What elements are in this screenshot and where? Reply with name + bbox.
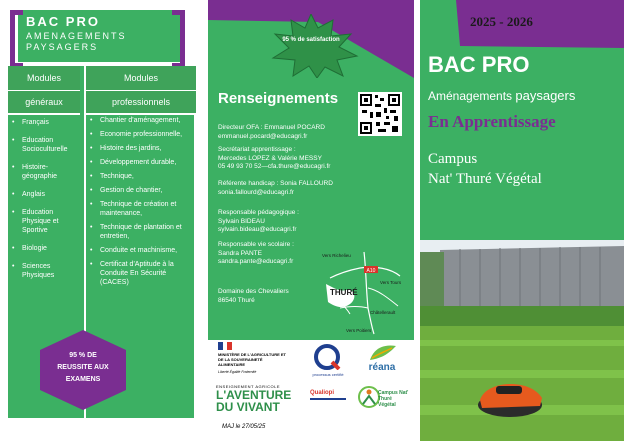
secretariat-names: Mercedes LOPEZ & Valérie MESSY xyxy=(218,154,322,162)
qr-code-icon[interactable] xyxy=(358,92,402,136)
campus-photo xyxy=(420,240,624,441)
list-item: • Sciences Physiques xyxy=(12,262,78,280)
qualiopi-underline xyxy=(310,398,346,400)
address-line-1: Domaine des Chevaliers xyxy=(218,288,289,295)
panel-modules xyxy=(0,0,200,441)
ministry-name: MINISTÈRE DE L'AGRICULTURE ET DE LA SOUVERAINETÉ ALIMENTAIRE xyxy=(218,352,286,367)
cover-subtitle-part-2: paysagers xyxy=(515,88,576,103)
map-north-label: Vers Richelieu xyxy=(322,253,351,258)
pedagogic-block xyxy=(218,209,299,235)
general-header-1: Modules xyxy=(8,66,80,91)
school-life-email[interactable]: sandra.pante@educagri.fr xyxy=(218,258,294,265)
right-bracket xyxy=(172,10,185,68)
contacts-heading: Renseignements xyxy=(218,90,339,107)
list-item: • Conduite et machinisme, xyxy=(90,246,194,255)
list-item: • Certificat d'Aptitude à la Conduite En Sécurité (CACES) xyxy=(90,260,194,287)
aventure-top-text: ENSEIGNEMENT AGRICOLE xyxy=(216,384,280,389)
success-badge-text xyxy=(40,350,126,386)
campus-logo-name: Campus Nat' Thuré Végétal xyxy=(378,390,409,408)
location-map[interactable] xyxy=(320,248,406,336)
reana-name: réana xyxy=(368,362,396,373)
professional-header-1: Modules xyxy=(86,66,196,91)
aventure-title-2: DU VIVANT xyxy=(216,400,280,414)
qualiopi-name: Qualiopi xyxy=(310,390,334,396)
address-line-2: 86540 Thuré xyxy=(218,296,255,304)
left-bracket xyxy=(10,10,23,68)
panel-cover xyxy=(420,0,624,441)
pedagogic-name: Sylvain BIDEAU xyxy=(218,217,265,225)
list-item: • Français xyxy=(12,118,78,127)
handicap-block xyxy=(218,180,333,197)
list-item: • Chantier d'aménagement, xyxy=(90,116,194,125)
professional-modules-list xyxy=(90,116,194,292)
school-life-title: Responsable vie scolaire : xyxy=(218,241,294,248)
campus-line-1: Campus xyxy=(428,151,478,167)
map-city-label: Châtellerault xyxy=(370,310,396,315)
director-email[interactable]: emmanuel.pocard@educagri.fr xyxy=(218,132,308,140)
map-east-label: Vers Tours xyxy=(380,280,402,285)
ministry-motto: Liberté Égalité Fraternité xyxy=(218,370,257,374)
brochure-title: BAC PRO xyxy=(26,14,100,29)
list-item: • Gestion de chantier, xyxy=(90,186,194,195)
map-road-label: A10 xyxy=(366,268,376,274)
list-item: • Technique de création et maintenance, xyxy=(90,200,194,218)
list-item: • Technique de plantation et entretien, xyxy=(90,223,194,241)
brochure-subtitle-1: AMENAGEMENTS xyxy=(26,31,127,41)
handicap-contact: Référente handicap : Sonia FALLOURD xyxy=(218,180,333,187)
list-item: • Education Socioculturelle xyxy=(12,136,78,154)
general-modules-list xyxy=(12,118,78,289)
school-life-name: Sandra PANTE xyxy=(218,249,262,257)
panel-contacts xyxy=(208,0,414,441)
school-year: 2025 - 2026 xyxy=(470,14,533,29)
pedagogic-email[interactable]: sylvain.bideau@educagri.fr xyxy=(218,226,297,233)
success-rate: 95 % DE xyxy=(69,352,97,359)
cover-title: BAC PRO xyxy=(428,52,530,77)
campus-logo xyxy=(356,384,410,424)
apprenticeship-label: En Apprentissage xyxy=(428,112,556,131)
list-item: • Développement durable, xyxy=(90,158,194,167)
satisfaction-text: 95 % de satisfaction xyxy=(282,37,340,43)
qualiopi-q-icon xyxy=(312,344,342,370)
aventure-title-1: L'AVENTURE xyxy=(216,388,292,402)
reana-logo xyxy=(360,342,404,382)
campus-figure-icon xyxy=(358,386,380,408)
ministry-logo xyxy=(214,340,290,380)
school-life-block xyxy=(218,241,294,267)
campus-line-2: Nat' Thuré Végétal xyxy=(428,171,542,187)
general-header-2: généraux xyxy=(8,91,80,115)
aventure-du-vivant-logo xyxy=(216,384,298,428)
list-item: • Histoire-géographie xyxy=(12,163,78,181)
list-item: • Economie professionnelle, xyxy=(90,130,194,139)
director-name: Directeur OFA : Emmanuel POCARD xyxy=(218,124,325,131)
list-item: • Education Physique et Sportive xyxy=(12,208,78,235)
handicap-email[interactable]: sonia.fallourd@educagri.fr xyxy=(218,188,294,196)
professional-header-2: professionnels xyxy=(86,91,196,115)
secretariat-block xyxy=(218,146,330,172)
qualiopi-logo xyxy=(306,344,350,384)
map-south-label: Vers Poitiers xyxy=(346,328,372,333)
success-label-1: REUSSITE AUX xyxy=(57,364,109,371)
list-item: • Biologie xyxy=(12,244,78,253)
map-town-label: THURÉ xyxy=(330,288,358,297)
pedagogic-title: Responsable pédagogique : xyxy=(218,209,299,216)
list-item: • Histoire des jardins, xyxy=(90,144,194,153)
cover-subtitle-part-1: Aménagements xyxy=(428,89,516,103)
brochure-subtitle-2: PAYSAGERS xyxy=(26,42,99,52)
satisfaction-star-icon xyxy=(263,14,359,78)
secretariat-title: Secrétariat apprentissage : xyxy=(218,146,296,153)
reana-leaf-icon xyxy=(368,344,398,362)
success-label-2: EXAMENS xyxy=(65,376,101,383)
list-item: • Technique, xyxy=(90,172,194,181)
secretariat-contact[interactable]: 05 49 93 70 52—cfa.thure@educagri.fr xyxy=(218,163,331,170)
list-item: • Anglais xyxy=(12,190,78,199)
cover-subtitle xyxy=(428,88,575,103)
qualiopi-small-logo xyxy=(310,390,354,412)
french-flag-icon xyxy=(218,342,232,350)
address-block xyxy=(218,288,289,305)
update-date: MAJ le 27/05/25 xyxy=(222,424,266,430)
qualiopi-subtext: processus certifié xyxy=(312,372,344,377)
director-block xyxy=(218,124,325,141)
